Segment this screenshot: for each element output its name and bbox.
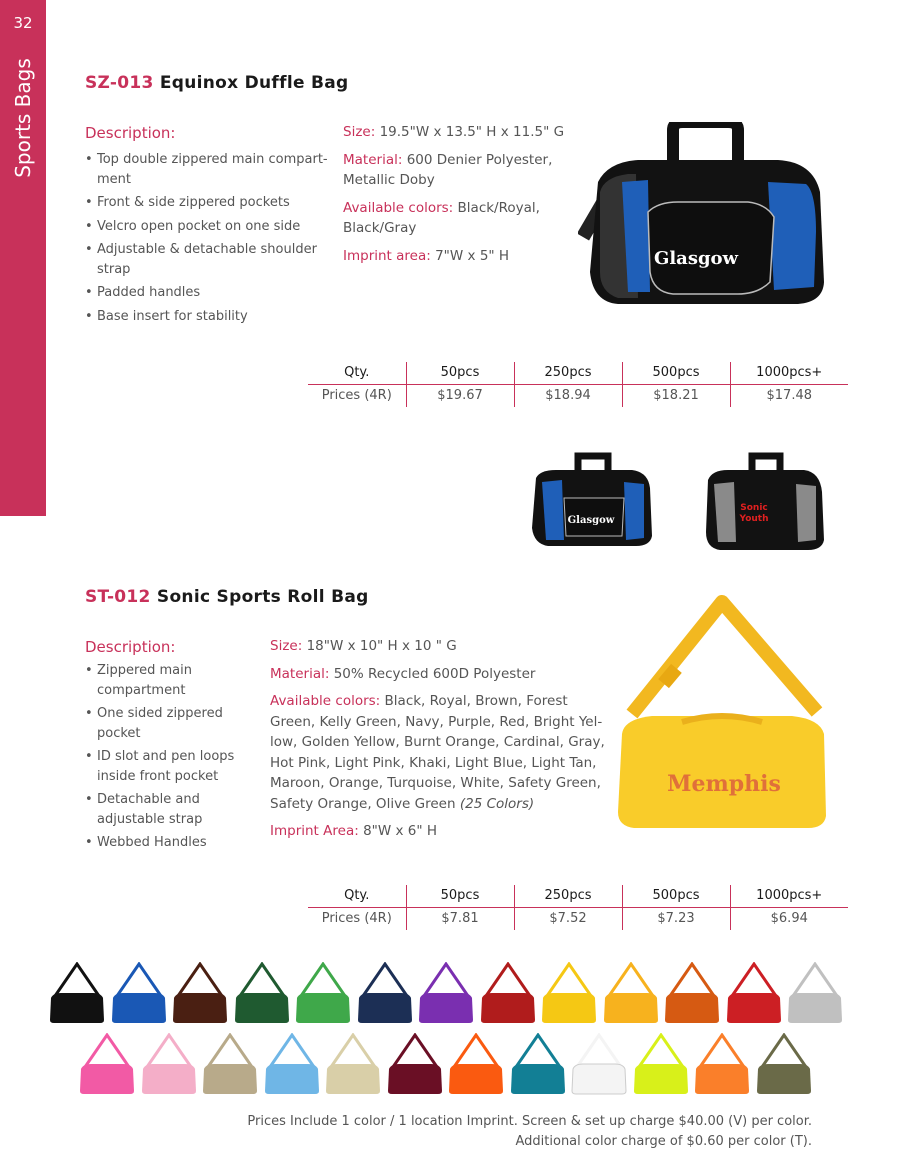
spec-imprint: Imprint Area: 8"W x 6" H (270, 823, 438, 839)
description-heading: Description: (85, 638, 176, 656)
bag-body (80, 1064, 134, 1094)
color-swatch (357, 962, 413, 1024)
bag-body (449, 1064, 503, 1094)
feature-item: • Detachable and adjustable strap (85, 790, 245, 829)
bag-accent-right (624, 482, 644, 540)
price-row (308, 385, 848, 408)
bag-body (235, 993, 289, 1023)
strap-icon (632, 602, 817, 714)
qty-label: Qty. (308, 885, 406, 908)
product-image-roll-bag (612, 594, 832, 830)
bag-accent-right (796, 484, 816, 542)
section-label: Sports Bags (11, 58, 35, 178)
strap-icon (270, 1035, 314, 1067)
color-swatch (633, 1033, 689, 1095)
feature-item: • Adjustable & detachable shoulder strap (85, 240, 330, 279)
bag-body (695, 1064, 749, 1094)
color-swatch (787, 962, 843, 1024)
qty-cell: 250pcs (514, 885, 622, 908)
bag-body (112, 993, 166, 1023)
strap-icon (486, 964, 530, 996)
color-swatch (264, 1033, 320, 1095)
strap-icon (147, 1035, 191, 1067)
color-swatch (111, 962, 167, 1024)
page-number: 32 (13, 14, 33, 32)
product-name: Equinox Duffle Bag (159, 73, 349, 93)
pricing-table (308, 885, 848, 930)
price-cell: $19.67 (406, 385, 514, 408)
bag-accent-right (768, 182, 816, 290)
spec-block (270, 636, 610, 849)
bag-body (358, 993, 412, 1023)
spec-imprint: Imprint area: 7"W x 5" H (343, 247, 510, 264)
imprint-text: Youth (739, 514, 769, 524)
bag-body (572, 1064, 626, 1094)
color-swatch (172, 962, 228, 1024)
color-swatch (694, 1033, 750, 1095)
price-row (308, 908, 848, 931)
feature-item: • Front & side zippered pockets (85, 193, 330, 213)
price-cell: $7.52 (514, 908, 622, 931)
qty-cell: 500pcs (622, 362, 730, 385)
color-swatch (603, 962, 659, 1024)
feature-item: • Webbed Handles (85, 833, 245, 853)
bag-body (604, 993, 658, 1023)
imprint-text: Sonic (740, 503, 768, 513)
imprint-text: Memphis (667, 771, 781, 797)
strap-icon (85, 1035, 129, 1067)
color-swatch (202, 1033, 258, 1095)
color-swatch (571, 1033, 627, 1095)
bag-body (50, 993, 104, 1023)
strap-icon (516, 1035, 560, 1067)
pricing-table (308, 362, 848, 407)
feature-item: • One sided zippered pocket (85, 704, 245, 743)
strap-icon (117, 964, 161, 996)
strap-icon (793, 964, 837, 996)
color-swatch (448, 1033, 504, 1095)
price-cell: $6.94 (730, 908, 848, 931)
strap-icon (700, 1035, 744, 1067)
spec-size: Size: 18"W x 10" H x 10 " G (270, 638, 457, 654)
product-image-equinox (578, 122, 826, 308)
bag-body (481, 993, 535, 1023)
color-swatch (756, 1033, 812, 1095)
qty-cell: 250pcs (514, 362, 622, 385)
qty-cell: 1000pcs+ (730, 362, 848, 385)
footnote-line: Prices Include 1 color / 1 location Imprint. Screen & set up charge $40.00 (V) per color. (247, 1114, 812, 1129)
handle-icon (752, 456, 780, 472)
bag-body (665, 993, 719, 1023)
strap-icon (331, 1035, 375, 1067)
feature-list (85, 150, 330, 330)
handle-icon (578, 456, 608, 472)
imprint-text: Glasgow (567, 515, 615, 526)
strap-icon (762, 1035, 806, 1067)
bag-body (634, 1064, 688, 1094)
bag-body (203, 1064, 257, 1094)
color-swatch (325, 1033, 381, 1095)
color-swatch (418, 962, 474, 1024)
color-swatch (726, 962, 782, 1024)
strap-icon (301, 964, 345, 996)
handle-icon (673, 122, 738, 162)
spec-material: Material: 50% Recycled 600D Polyester (270, 665, 536, 682)
color-swatch (480, 962, 536, 1024)
bag-body (326, 1064, 380, 1094)
color-swatch (510, 1033, 566, 1095)
strap-icon (670, 964, 714, 996)
price-label: Prices (4R) (321, 911, 392, 926)
qty-label: Qty. (308, 362, 406, 385)
strap-icon (732, 964, 776, 996)
price-label: Prices (4R) (321, 388, 392, 403)
imprint-text: Glasgow (653, 248, 739, 269)
bag-body (757, 1064, 811, 1094)
strap-icon (240, 964, 284, 996)
product-title (85, 73, 349, 93)
feature-item: • Padded handles (85, 283, 330, 303)
bag-body (419, 993, 473, 1023)
bag-body (788, 993, 842, 1023)
spec-colors: Available colors: Black, Royal, Brown, Forest Green, Kelly Green, Navy, Purple, Red, Bright Yel-low, Golden Yellow, Burnt Orange, Cardinal, Gray, Hot Pink, Light Pink, Khaki, Light Blue, Light Tan, Maroon, Orange, Turquoise, White, Safety Green, Safety Orange, Olive Green (25 Colors) (270, 693, 605, 812)
spec-material: Material: 600 Denier Polyester, Metallic Doby (343, 151, 553, 188)
price-cell: $7.81 (406, 908, 514, 931)
product-image-equinox-royal (528, 452, 654, 548)
feature-list (85, 661, 245, 857)
feature-item: • Base insert for stability (85, 307, 330, 327)
qty-cell: 50pcs (406, 362, 514, 385)
product-name: Sonic Sports Roll Bag (156, 587, 369, 607)
footnote-line: Additional color charge of $0.60 per color (T). (515, 1134, 812, 1149)
description-heading: Description: (85, 124, 176, 142)
bag-body (727, 993, 781, 1023)
feature-item: • Top double zippered main compart-ment (85, 150, 330, 189)
product-code: SZ-013 (85, 73, 154, 93)
price-cell: $18.94 (514, 385, 622, 408)
color-swatch (234, 962, 290, 1024)
qty-row (308, 885, 848, 908)
bag-body (542, 993, 596, 1023)
feature-item: • Zippered main compartment (85, 661, 245, 700)
qty-row (308, 362, 848, 385)
strap-icon (178, 964, 222, 996)
qty-cell: 1000pcs+ (730, 885, 848, 908)
spec-size: Size: 19.5"W x 13.5" H x 11.5" G (343, 124, 565, 140)
strap-icon (393, 1035, 437, 1067)
strap-icon (577, 1035, 621, 1067)
product-title (85, 587, 369, 607)
color-swatch (141, 1033, 197, 1095)
spec-colors: Available colors: Black/Royal, Black/Gray (343, 199, 540, 236)
product-image-equinox-gray (702, 452, 826, 552)
price-cell: $18.21 (622, 385, 730, 408)
price-cell: $7.23 (622, 908, 730, 931)
color-swatch (79, 1033, 135, 1095)
pricing-footnote (247, 1112, 812, 1152)
section-side-tab (0, 0, 46, 516)
bag-body (142, 1064, 196, 1094)
bag-body (265, 1064, 319, 1094)
strap-icon (609, 964, 653, 996)
bag-body (388, 1064, 442, 1094)
spec-block (343, 122, 583, 273)
color-swatch (387, 1033, 443, 1095)
strap-icon (363, 964, 407, 996)
strap-icon (454, 1035, 498, 1067)
bag-body (296, 993, 350, 1023)
product-code: ST-012 (85, 587, 151, 607)
qty-cell: 500pcs (622, 885, 730, 908)
bag-body (511, 1064, 565, 1094)
color-swatch (541, 962, 597, 1024)
price-cell: $17.48 (730, 385, 848, 408)
qty-cell: 50pcs (406, 885, 514, 908)
color-swatch (295, 962, 351, 1024)
feature-item: • ID slot and pen loops inside front pocket (85, 747, 245, 786)
strap-icon (424, 964, 468, 996)
color-swatch (49, 962, 105, 1024)
bag-body (173, 993, 227, 1023)
feature-item: • Velcro open pocket on one side (85, 217, 330, 237)
strap-icon (55, 964, 99, 996)
strap-icon (639, 1035, 683, 1067)
strap-icon (208, 1035, 252, 1067)
color-swatch (664, 962, 720, 1024)
strap-icon (547, 964, 591, 996)
